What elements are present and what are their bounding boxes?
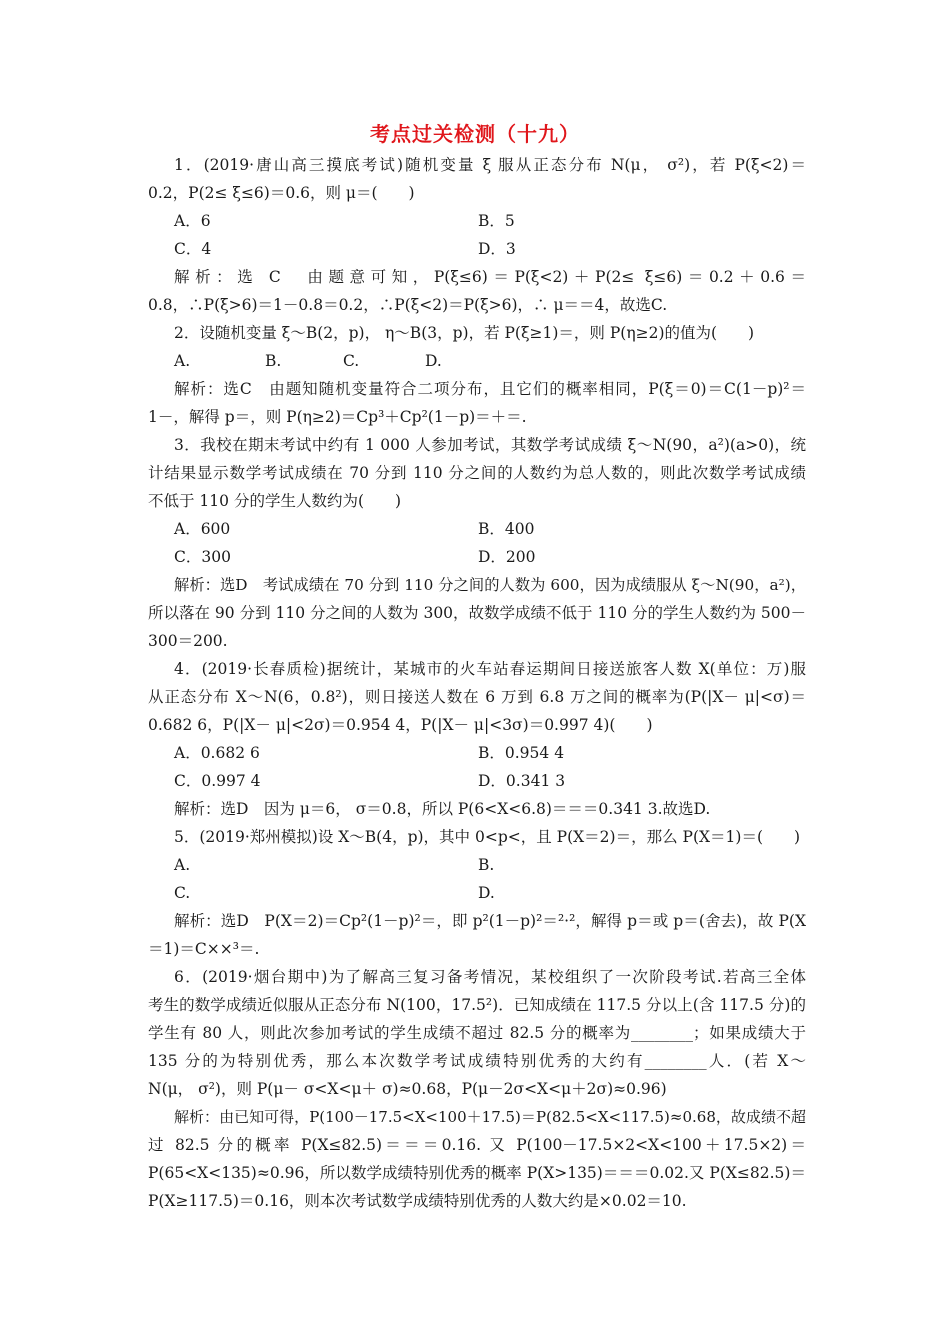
- question-5-option-a: A.: [174, 856, 191, 874]
- answer-5-line-2: ＝1)＝C××³＝.: [148, 940, 260, 958]
- answer-1-line-2: 0.8，∴P(ξ>6)＝1－0.8＝0.2，∴P(ξ<2)＝P(ξ>6)，∴ μ＝＝4，故选C.: [148, 296, 668, 314]
- question-4-option-b: B．0.954 4: [478, 744, 565, 762]
- answer-6-line-2: 过 82.5 分的概率 P(X≤82.5)＝＝＝0.16. 又 P(100－17.5×2<X<100＋17.5×2)＝: [148, 1136, 806, 1154]
- question-3-line-1: 3．我校在期末考试中约有 1 000 人参加考试，其数学考试成绩 ξ～N(90，a²)(a>0)，统: [174, 436, 806, 454]
- question-6-line-4: 135 分的为特别优秀，那么本次数学考试成绩特别优秀的大约有________人．(若 X～: [148, 1052, 806, 1070]
- answer-5-line-1: 解析：选D P(X＝2)＝Cp²(1－p)²＝，即 p²(1－p)²＝²·²，解得 p＝或 p＝(舍去)，故 P(X: [174, 912, 806, 930]
- answer-4-line-1: 解析：选D 因为 μ＝6， σ＝0.8，所以 P(6<X<6.8)＝＝＝0.341 3.故选D.: [174, 800, 711, 818]
- question-2-line-1: 2．设随机变量 ξ～B(2，p)， η～B(3，p)，若 P(ξ≥1)＝，则 P(η≥2)的值为( ): [174, 324, 755, 342]
- question-4-line-1: 4．(2019·长春质检)据统计，某城市的火车站春运期间日接送旅客人数 X(单位：万)服: [174, 660, 806, 678]
- question-1-option-d: D．3: [478, 240, 516, 258]
- question-2-option-a: A.: [174, 352, 191, 370]
- question-2-option-d: D.: [425, 352, 442, 370]
- question-1-option-a: A．6: [174, 212, 211, 230]
- question-4-option-c: C．0.997 4: [174, 772, 261, 790]
- question-6-line-5: N(μ， σ²)，则 P(μ－ σ<X<μ＋ σ)≈0.68，P(μ－2σ<X<μ＋2σ)≈0.96): [148, 1080, 667, 1098]
- question-1-line-2: 0.2，P(2≤ ξ≤6)＝0.6，则 μ＝( ): [148, 184, 415, 202]
- question-4-line-2: 从正态分布 X～N(6，0.8²)，则日接送人数在 6 万到 6.8 万之间的概率为(P(|X－ μ|<σ)＝: [148, 688, 806, 706]
- question-3-line-3: 不低于 110 分的学生人数约为( ): [148, 492, 402, 510]
- answer-3-line-1: 解析：选D 考试成绩在 70 分到 110 分之间的人数为 600，因为成绩服从 ξ～N(90，a²)，: [174, 576, 806, 594]
- question-3-option-d: D．200: [478, 548, 536, 566]
- page-title: 考点过关检测（十九）: [370, 122, 580, 146]
- question-4-option-a: A．0.682 6: [174, 744, 260, 762]
- answer-3-line-3: 300＝200.: [148, 632, 228, 650]
- question-5-option-c: C.: [174, 884, 191, 902]
- question-3-option-a: A．600: [174, 520, 231, 538]
- question-5-line-1: 5．(2019·郑州模拟)设 X～B(4，p)，其中 0<p<，且 P(X＝2)＝，那么 P(X＝1)＝( ): [174, 828, 801, 846]
- question-4-option-d: D．0.341 3: [478, 772, 566, 790]
- answer-6-line-4: P(X≥117.5)＝0.16，则本次考试数学成绩特别优秀的人数大约是×0.02＝10.: [148, 1192, 687, 1210]
- question-3-option-b: B．400: [478, 520, 535, 538]
- question-5-option-d: D.: [478, 884, 495, 902]
- answer-6-line-1: 解析：由已知可得，P(100－17.5<X<100＋17.5)＝P(82.5<X<117.5)≈0.68，故成绩不超: [174, 1108, 806, 1126]
- question-4-line-3: 0.682 6，P(|X－ μ|<2σ)＝0.954 4，P(|X－ μ|<3σ)＝0.997 4)( ): [148, 716, 653, 734]
- question-1-line-1: 1．(2019·唐山高三摸底考试)随机变量 ξ 服从正态分布 N(μ， σ²)，若 P(ξ<2)＝: [174, 156, 806, 174]
- question-2-option-b: B.: [265, 352, 282, 370]
- question-6-line-2: 考生的数学成绩近似服从正态分布 N(100，17.5²)．已知成绩在 117.5 分以上(含 117.5 分)的: [148, 996, 806, 1014]
- question-3-option-c: C．300: [174, 548, 231, 566]
- question-5-option-b: B.: [478, 856, 495, 874]
- answer-1-line-1: 解析：选 C 由题意可知，P(ξ≤6)＝P(ξ<2)＋P(2≤ ξ≤6)＝0.2＋0.6＝: [174, 268, 806, 286]
- answer-6-line-3: P(65<X<135)≈0.96，所以数学成绩特别优秀的概率 P(X>135)＝＝＝0.02.又 P(X≤82.5)＝: [148, 1164, 806, 1182]
- question-2-option-c: C.: [343, 352, 360, 370]
- question-6-line-1: 6．(2019·烟台期中)为了解高三复习备考情况，某校组织了一次阶段考试.若高三全体: [174, 968, 806, 986]
- answer-2-line-1: 解析：选C 由题知随机变量符合二项分布，且它们的概率相同，P(ξ＝0)＝C(1－p)²＝: [174, 380, 806, 398]
- question-6-line-3: 学生有 80 人，则此次参加考试的学生成绩不超过 82.5 分的概率为________；如果成绩大于: [148, 1024, 806, 1042]
- answer-3-line-2: 所以落在 90 分到 110 分之间的人数为 300，故数学成绩不低于 110 分的学生人数约为 500－: [148, 604, 806, 622]
- answer-2-line-2: 1－，解得 p＝，则 P(η≥2)＝Cp³＋Cp²(1－p)＝＋＝.: [148, 408, 527, 426]
- question-1-option-b: B．5: [478, 212, 515, 230]
- question-3-line-2: 计结果显示数学考试成绩在 70 分到 110 分之间的人数约为总人数的，则此次数学考试成绩: [148, 464, 806, 482]
- question-1-option-c: C．4: [174, 240, 212, 258]
